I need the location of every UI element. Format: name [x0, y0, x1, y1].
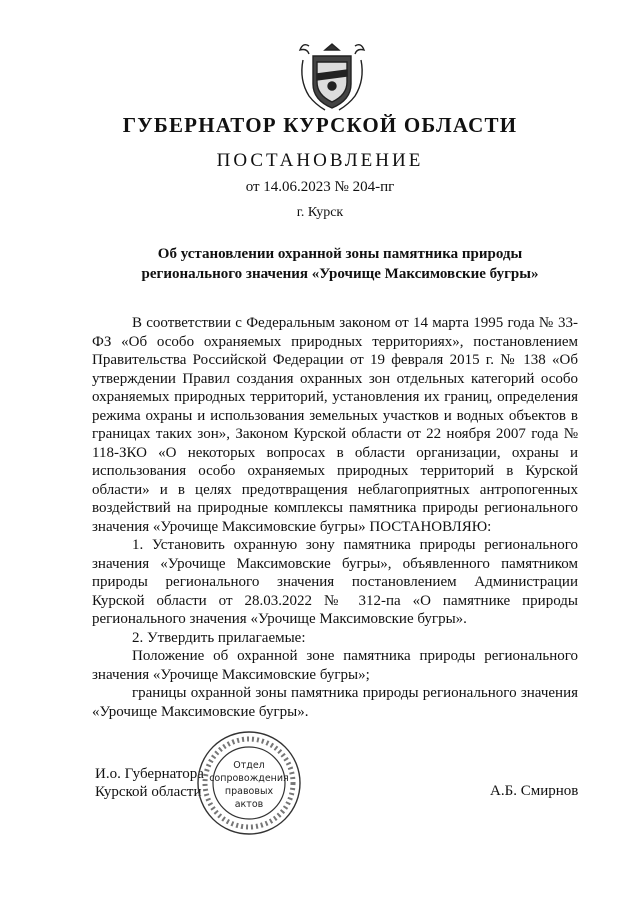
svg-text:Отдел: Отдел [233, 760, 265, 771]
signatory-position-line-2: Курской области [95, 784, 202, 800]
stamp-icon [196, 730, 302, 836]
signatory-position-line-1: И.о. Губернатора [95, 766, 204, 782]
document-type: ПОСТАНОВЛЕНИЕ [216, 150, 424, 171]
date-number: от 14.06.2023 № 204-пг [245, 179, 395, 195]
paragraph-item-2: 2. Утвердить прилагаемые: [132, 629, 306, 646]
paragraph-boundaries: границы охранной зоны памятника природы регионального значения «Урочище Максимовские бугры». [92, 685, 578, 720]
paragraph-item-1: 1. Установить охранную зону памятника природы регионального значения «Урочище Максимовские бугры», объявленного памятником природы регионального значения постановлением Администрации Курской области от 28.03.2022 № 312-па «О памятнике природы регионального значения «Урочище Максимовские бугры». [92, 537, 578, 627]
city: г. Курск [296, 205, 344, 220]
title-line-2: регионального значения «Урочище Максимовские бугры» [141, 266, 539, 282]
signatory-position [95, 765, 204, 801]
svg-text:сопровождения: сопровождения [209, 773, 289, 784]
paragraph-regulation: Положение об охранной зоне памятника природы регионального значения «Урочище Максимовские бугры»; [92, 648, 578, 683]
document-body [92, 314, 578, 721]
signatory-name: А.Б. Смирнов [490, 783, 579, 799]
document-title [90, 244, 590, 284]
coat-of-arms-icon [295, 40, 369, 114]
authority-title: ГУБЕРНАТОР КУРСКОЙ ОБЛАСТИ [122, 113, 518, 137]
svg-text:правовых: правовых [224, 786, 274, 797]
title-line-1: Об установлении охранной зоны памятника природы [157, 246, 523, 262]
paragraph-preamble: В соответствии с Федеральным законом от 14 марта 1995 года № 33-ФЗ «Об особо охраняемых природных территориях», постановлением Правительства Российской Федерации от 19 февраля 2015 г. № 138 «Об утверждении Правил создания охранных зон отдельных категорий особо охраняемых природных территорий, установления их границ, определения режима охраны и использования земельных участков и водных объектов в границах таких зон», Законом Курской области от 22 ноября 2007 года № 118-ЗКО «О некоторых вопросах в области организации, охраны и использования особо охраняемых природных территорий в Курской области» и в целях предотвращения неблагоприятных антропогенных воздействий на природные комплексы памятника природы регионального значения «Урочище Максимовские бугры» ПОСТАНОВЛЯЮ: [92, 315, 578, 535]
svg-text:актов: актов [234, 799, 264, 810]
